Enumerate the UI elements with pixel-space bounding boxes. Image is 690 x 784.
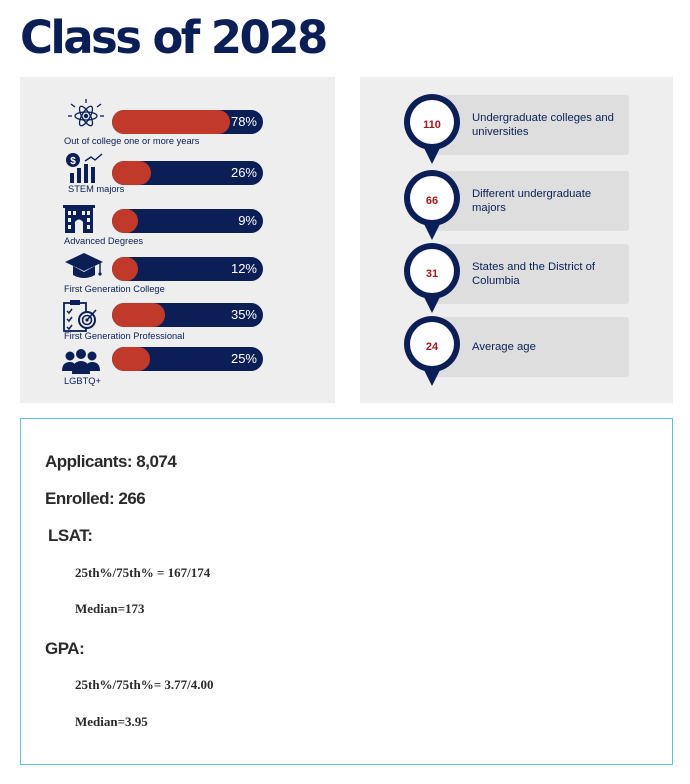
stat-value: 25% [230, 351, 257, 366]
stat-row-stem-majors [20, 151, 335, 203]
stat-row-first-generation-college [20, 251, 335, 303]
stat-value: 26% [230, 165, 257, 180]
stat-bar-fill [112, 110, 230, 134]
stat-value: 12% [230, 261, 257, 276]
stat-bar [112, 257, 263, 281]
stat-bar [112, 347, 263, 371]
stats-panel [20, 77, 335, 403]
applicants-text: Applicants: 8,074 [45, 452, 177, 471]
lsat-heading: LSAT: [48, 526, 93, 545]
stat-value: 78% [230, 114, 257, 129]
fact-row-colleges [360, 95, 673, 167]
gpa-range-text: 25th%/75th%= 3.77/4.00 [75, 677, 214, 692]
fact-row-states [360, 244, 673, 316]
fact-number: 31 [425, 268, 439, 280]
enrolled-text: Enrolled: 266 [45, 489, 146, 508]
fact-number: 66 [425, 195, 439, 207]
page-title: Class of 2028 [20, 11, 326, 64]
people-group-icon [62, 349, 100, 375]
fact-number: 24 [425, 341, 439, 353]
fact-text: States and the District of Columbia [472, 261, 596, 287]
stat-bar [112, 110, 263, 134]
stat-row-out-of-college [20, 99, 335, 151]
stat-bar [112, 303, 263, 327]
dollar-bar-chart-icon [64, 151, 104, 183]
stat-row-advanced-degrees [20, 203, 335, 255]
fact-text: Average age [472, 341, 536, 353]
stat-bar [112, 161, 263, 185]
clipboard-target-icon [62, 300, 98, 332]
gpa-median-text: Median=3.95 [75, 714, 148, 729]
stat-label: First Generation Professional [64, 331, 185, 341]
stat-label: LGBTQ+ [64, 376, 101, 386]
fact-text: Different undergraduate majors [472, 188, 592, 214]
fact-text: Undergraduate colleges and universities [472, 112, 614, 138]
stat-row-lgbtq [20, 345, 335, 397]
graduation-cap-icon [64, 251, 104, 283]
building-icon [62, 203, 96, 235]
stat-bar-fill [112, 347, 150, 371]
fact-row-average-age [360, 317, 673, 389]
fact-row-majors [360, 171, 673, 243]
lsat-median-text: Median=173 [75, 601, 145, 616]
fact-number: 110 [423, 119, 441, 131]
stat-value: 35% [230, 307, 257, 322]
stat-value: 9% [238, 213, 257, 228]
lsat-range-text: 25th%/75th% = 167/174 [75, 565, 211, 580]
svg-text:$: $ [70, 156, 76, 167]
stat-label: First Generation College [64, 284, 165, 294]
stat-bar-fill [112, 303, 165, 327]
stat-bar-fill [112, 161, 151, 185]
stat-label: STEM majors [68, 184, 125, 194]
stat-bar-fill [112, 209, 138, 233]
atom-science-icon [66, 99, 106, 131]
facts-panel [360, 77, 673, 403]
stat-bar-fill [112, 257, 138, 281]
stat-bar [112, 209, 263, 233]
admissions-details-box [20, 418, 673, 765]
gpa-heading: GPA: [45, 639, 85, 658]
stat-label: Advanced Degrees [64, 236, 144, 246]
stat-label: Out of college one or more years [64, 136, 200, 146]
